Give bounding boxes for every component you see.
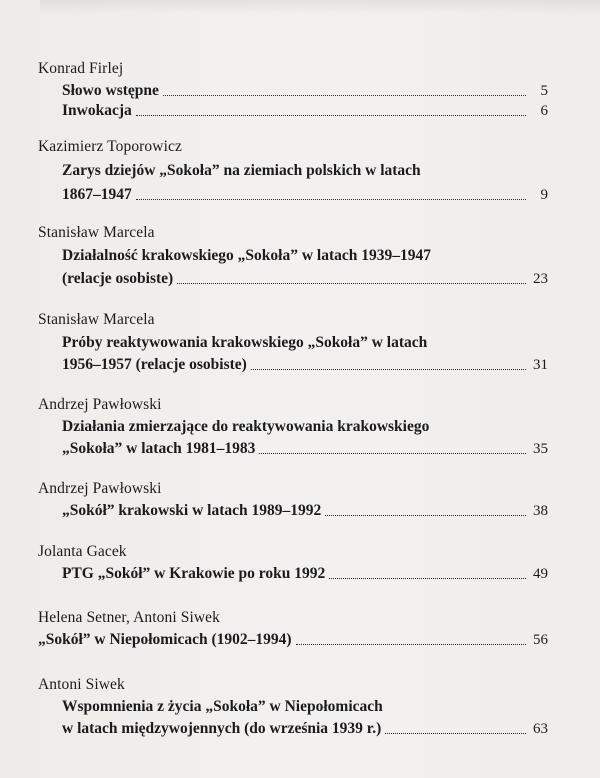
toc-page-number: 35 [533, 441, 548, 457]
dot-leader [136, 198, 526, 200]
toc-author: Andrzej Pawłowski [38, 396, 162, 413]
toc-page-number: 23 [533, 271, 548, 287]
toc-line [62, 160, 548, 180]
toc-page-number: 49 [533, 566, 548, 582]
toc-title: Próby reaktywowania krakowskiego „Sokoła” w latach [62, 334, 428, 351]
toc-title: Działalność krakowskiego „Sokoła” w latach 1939–1947 [62, 247, 432, 264]
toc-page-number: 56 [533, 632, 548, 648]
dot-leader [136, 114, 526, 116]
toc-author: Jolanta Gacek [38, 543, 127, 560]
toc-line [62, 100, 548, 120]
toc-author: Konrad Firlej [38, 60, 124, 77]
dot-leader [163, 94, 526, 96]
toc-line [62, 268, 548, 288]
toc-title: Działania zmierzające do reaktywowania krakowskiego [62, 418, 430, 435]
toc-title: Zarys dziejów „Sokoła” na ziemiach polskich w latach [62, 162, 421, 179]
toc-page-number: 38 [533, 503, 548, 519]
toc-author: Stanisław Marcela [38, 224, 155, 241]
toc-page-number: 63 [533, 721, 548, 737]
toc-author: Andrzej Pawłowski [38, 480, 162, 497]
bleed-through-shadow [40, 0, 600, 14]
dot-leader [251, 368, 526, 370]
toc-line [38, 629, 548, 649]
toc-title: 1867–1947 [62, 186, 132, 203]
toc-title: 1956–1957 (relacje osobiste) [62, 356, 247, 373]
toc-author: Stanisław Marcela [38, 311, 155, 328]
toc-page-number: 31 [533, 357, 548, 373]
toc-author: Antoni Siwek [38, 676, 125, 693]
toc-title: Wspomnienia z życia „Sokoła” w Niepołomicach [62, 698, 383, 715]
toc-line [62, 438, 548, 458]
toc-line [62, 354, 548, 374]
toc-title: „Sokół” krakowski w latach 1989–1992 [62, 502, 322, 519]
toc-page-number: 9 [540, 187, 548, 203]
toc-line [62, 696, 548, 716]
toc-title: „Sokoła” w latach 1981–1983 [62, 440, 256, 457]
dot-leader [259, 452, 526, 454]
dot-leader [385, 732, 526, 734]
toc-title: w latach międzywojennych (do września 1939 r.) [62, 720, 382, 737]
toc-title: „Sokół” w Niepołomicach (1902–1994) [38, 631, 292, 648]
toc-line [62, 416, 548, 436]
dot-leader [329, 577, 526, 579]
dot-leader [177, 282, 526, 284]
toc-page-number: 5 [540, 83, 548, 99]
toc-title: Inwokacja [62, 102, 132, 119]
toc-page-number: 6 [540, 103, 548, 119]
toc-line [62, 563, 548, 583]
toc-line [62, 245, 548, 265]
toc-author: Kazimierz Toporowicz [38, 138, 182, 155]
toc-title: Słowo wstępne [62, 82, 159, 99]
dot-leader [296, 643, 526, 645]
toc-line [62, 80, 548, 100]
toc-line [62, 332, 548, 352]
toc-line [62, 500, 548, 520]
toc-line [62, 718, 548, 738]
toc-title: PTG „Sokół” w Krakowie po roku 1992 [62, 565, 326, 582]
toc-line [62, 184, 548, 204]
dot-leader [325, 514, 526, 516]
toc-title: (relacje osobiste) [62, 270, 174, 287]
toc-author: Helena Setner, Antoni Siwek [38, 609, 221, 626]
